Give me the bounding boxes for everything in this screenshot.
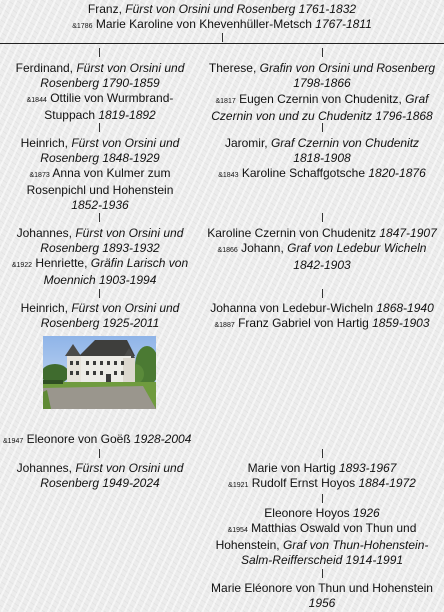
spouse-title-cont: Moennich 1903-1994 — [43, 273, 157, 287]
marriage-year: &1866 — [217, 247, 238, 254]
person-title-cont: Rosenberg 1925-2011 — [40, 316, 160, 330]
spouse-title-cont: 1842-1903 — [293, 258, 351, 272]
right-gen-4 — [200, 301, 444, 333]
spouse-title: Gräfin Larisch von — [90, 256, 189, 270]
person-name: Ferdinand, — [15, 61, 77, 75]
connector — [99, 48, 100, 57]
spouse-name: Eugen Czernin von Chudenitz, — [235, 92, 406, 106]
root-couple — [0, 2, 444, 34]
spouse-years: 1819-1892 — [98, 108, 156, 122]
person-years: 1798-1866 — [293, 76, 351, 90]
spouse-name: Eleonore von Goëß — [23, 432, 134, 446]
left-gen-1 — [0, 61, 200, 123]
connector — [99, 449, 100, 458]
spouse-name: Johann, — [237, 241, 288, 255]
person-name: Eleonore Hoyos — [264, 506, 353, 520]
spouse-years: 1884-1972 — [358, 476, 416, 490]
castle-photo-image — [43, 336, 156, 409]
root-spouse-years: 1767-1811 — [315, 17, 372, 31]
person-years: 1868-1940 — [376, 301, 434, 315]
connector — [99, 123, 100, 132]
marriage-year: &1817 — [215, 98, 236, 105]
marriage-year: &1954 — [227, 527, 248, 534]
person-name: Marie Eléonore von Thun und Hohenstein — [211, 581, 433, 595]
spouse-title: Graf — [405, 92, 429, 106]
right-gen-6 — [200, 506, 444, 568]
right-gen-5 — [200, 461, 444, 493]
marriage-year: &1921 — [228, 482, 249, 489]
marriage-year: &1873 — [29, 172, 50, 179]
spouse-name: Ottilie von Wurmbrand- — [46, 91, 174, 105]
marriage-year: &1887 — [214, 322, 235, 329]
person-name: Jaromir, — [224, 136, 271, 150]
connector — [322, 213, 323, 222]
spouse-name-cont: Rosenpichl und Hohenstein — [26, 183, 174, 197]
person-name: Karoline Czernin von Chudenitz — [207, 226, 380, 240]
left-gen-3 — [0, 226, 200, 288]
left-spouse-gen-4 — [3, 432, 263, 449]
person-title: Fürst von Orsini und — [75, 461, 184, 475]
marriage-year: &1843 — [218, 172, 239, 179]
person-title: Fürst von Orsini und — [75, 226, 184, 240]
person-title: Graf Czernin von Chudenitz — [270, 136, 420, 150]
spouse-title-cont: Czernin von und zu Chudenitz 1796-1868 — [211, 109, 433, 123]
connector — [322, 48, 323, 57]
person-years: 1818-1908 — [293, 151, 351, 165]
spouse-name: Matthias Oswald von Thun und — [247, 521, 417, 535]
spouse-name: Henriette, — [32, 256, 91, 270]
castle-photo — [43, 336, 156, 409]
person-title: Grafin von Orsini und Rosenberg — [259, 61, 436, 75]
person-name: Heinrich, — [20, 136, 72, 150]
person-name: Marie von Hartig — [247, 461, 339, 475]
spouse-name: Rudolf Ernst Hoyos — [248, 476, 359, 490]
person-title-cont: Rosenberg 1790-1859 — [40, 76, 160, 90]
spouse-title-cont: Salm-Reifferscheid 1914-1991 — [240, 553, 404, 567]
connector — [99, 289, 100, 298]
person-name: Johannes, — [16, 226, 76, 240]
connector — [222, 33, 223, 42]
person-years: 1847-1907 — [379, 226, 437, 240]
spouse-years: 1859-1903 — [372, 316, 430, 330]
person-title-cont: Rosenberg 1848-1929 — [40, 151, 160, 165]
connector — [322, 569, 323, 578]
root-title: Fürst von Orsini und Rosenberg 1761-1832 — [125, 2, 357, 16]
spouse-name: Franz Gabriel von Hartig — [234, 316, 373, 330]
person-years: 1956 — [308, 596, 336, 610]
connector — [322, 289, 323, 298]
connector — [99, 213, 100, 222]
spouse-years: 1928-2004 — [133, 432, 192, 446]
person-name: Therese, — [208, 61, 260, 75]
spouse-years: 1852-1936 — [71, 198, 129, 212]
root-spouse-name: Marie Karoline von Khevenhüller-Metsch — [92, 17, 316, 31]
connector — [322, 449, 323, 458]
root-marriage-year: &1786 — [72, 23, 93, 30]
spouse-title: Graf von Thun-Hohenstein- — [282, 538, 429, 552]
person-title-cont: Rosenberg 1949-2024 — [40, 476, 160, 490]
person-title: Fürst von Orsini und — [76, 61, 185, 75]
branch-divider — [0, 43, 444, 44]
person-years: 1893-1967 — [338, 461, 397, 475]
left-gen-5 — [0, 461, 200, 491]
spouse-name: Anna von Kulmer zum — [49, 166, 171, 180]
person-name: Johannes, — [16, 461, 76, 475]
connector — [322, 494, 323, 503]
right-gen-3 — [200, 226, 444, 273]
person-title: Fürst von Orsini und — [71, 136, 180, 150]
spouse-years: 1820-1876 — [368, 166, 426, 180]
left-gen-4 — [0, 301, 200, 331]
marriage-year: &1844 — [26, 97, 47, 104]
person-name: Johanna von Ledebur-Wicheln — [210, 301, 377, 315]
spouse-name-cont: Hohenstein, — [215, 538, 283, 552]
left-gen-2 — [0, 136, 200, 213]
marriage-year: &1947 — [3, 438, 24, 445]
right-gen-1 — [200, 61, 444, 124]
person-title-cont: Rosenberg 1893-1932 — [40, 241, 160, 255]
root-name: Franz, — [87, 2, 126, 16]
spouse-name: Karoline Schaffgotsche — [238, 166, 369, 180]
marriage-year: &1922 — [11, 262, 33, 269]
spouse-name-cont: Stuppach — [44, 108, 99, 122]
right-gen-7 — [200, 581, 444, 611]
person-title: Fürst von Orsini und — [71, 301, 180, 315]
right-gen-2 — [200, 136, 444, 183]
person-name: Heinrich, — [20, 301, 72, 315]
connector — [322, 123, 323, 132]
person-years: 1926 — [353, 506, 380, 520]
spouse-title: Graf von Ledebur Wicheln — [287, 241, 427, 255]
